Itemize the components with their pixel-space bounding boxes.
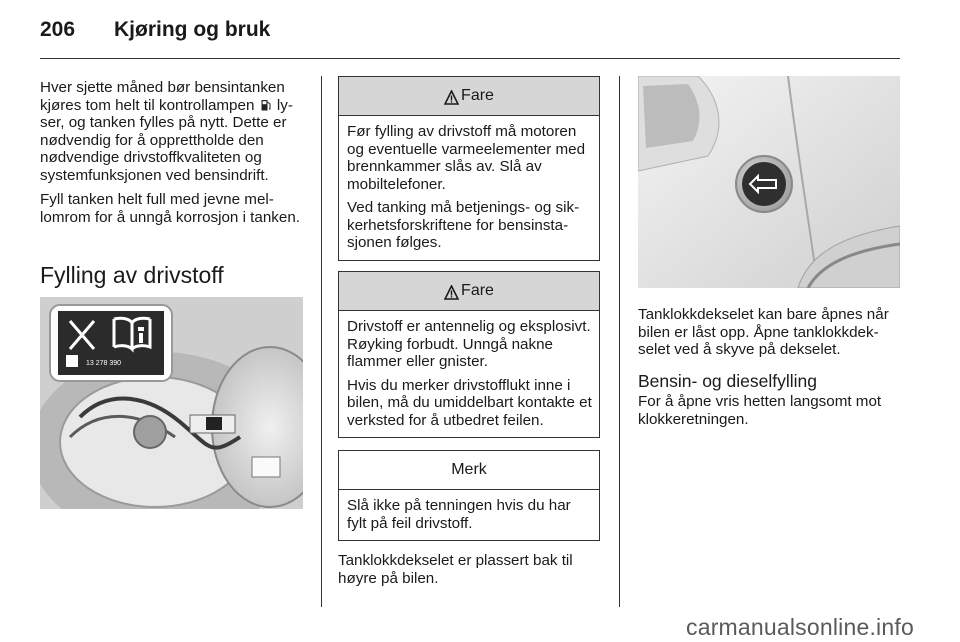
warning-triangle-icon <box>444 285 459 300</box>
danger-box-1-body: Før fylling av drivstoff må motoren og eventuelle varmeelementer med brennkammer slås av. Slå av mobiltelefoner. Ved tanking må betjenings- og sikkerhetsforskriftene for bensinstasjonen følges. <box>347 123 586 251</box>
column-divider-1 <box>321 76 322 607</box>
watermark: carmanualsonline.info <box>686 614 914 640</box>
danger-box-1 <box>338 76 600 261</box>
section-heading-petrol-diesel: Bensin- og dieselfylling <box>638 371 817 391</box>
note-box-body: Slå ikke på tenningen hvis du har fylt på feil drivstoff. <box>347 497 571 532</box>
danger-box-2-body: Drivstoff er antennelig og eksplosivt. Røyking forbudt. Unngå nakne flammer eller gnister. Hvis du merker drivstofflukt inne i bilen, må du umiddelbart kontakte et verksted for å utbedret feilen. <box>347 318 592 429</box>
column-1-text <box>40 79 308 233</box>
warning-triangle-icon <box>444 90 459 105</box>
paragraph-cap-turn: For å åpne vris hetten langsomt mot klokkeretningen. <box>638 393 882 428</box>
label-number: 13 278 390 <box>86 360 122 367</box>
column-divider-2 <box>619 76 620 607</box>
danger-box-2-title: Fare <box>461 282 494 299</box>
fuel-flap-closed-photo <box>638 76 900 288</box>
danger-box-1-title: Fare <box>461 87 494 104</box>
note-box <box>338 450 600 541</box>
note-box-header <box>339 451 599 490</box>
page-title: Kjøring og bruk <box>114 18 271 41</box>
paragraph-fuel-quality: Hver sjette måned bør bensintanken kjøres tom helt til kontrollampen lyser, og tanken fylles på nytt. Dette er nødvendig for å opprettholde den nødvendige drivstoffkvaliteten og systemfunksjonen ved bensindrift. <box>40 79 293 184</box>
fuel-flap-open-photo <box>40 297 303 509</box>
section-heading-fuel-filling: Fylling av drivstoff <box>40 262 224 288</box>
danger-box-2 <box>338 271 600 438</box>
fuel-pump-icon <box>261 99 271 111</box>
paragraph-flap-location: Tanklokkdekselet er plassert bak til høyre på bilen. <box>338 552 573 587</box>
danger-box-2-header <box>339 272 599 311</box>
paragraph-fill-tank: Fyll tanken helt full med jevne mellomrom for å unngå korrosjon i tanken. <box>40 191 301 226</box>
header-rule <box>40 58 900 59</box>
paragraph-flap-open: Tanklokkdekselet kan bare åpnes når bilen er låst opp. Åpne tanklokkdekselet ved å skyve på dekselet. <box>638 306 889 358</box>
note-box-title: Merk <box>451 461 487 478</box>
page-number: 206 <box>40 18 76 41</box>
danger-box-1-header <box>339 77 599 116</box>
